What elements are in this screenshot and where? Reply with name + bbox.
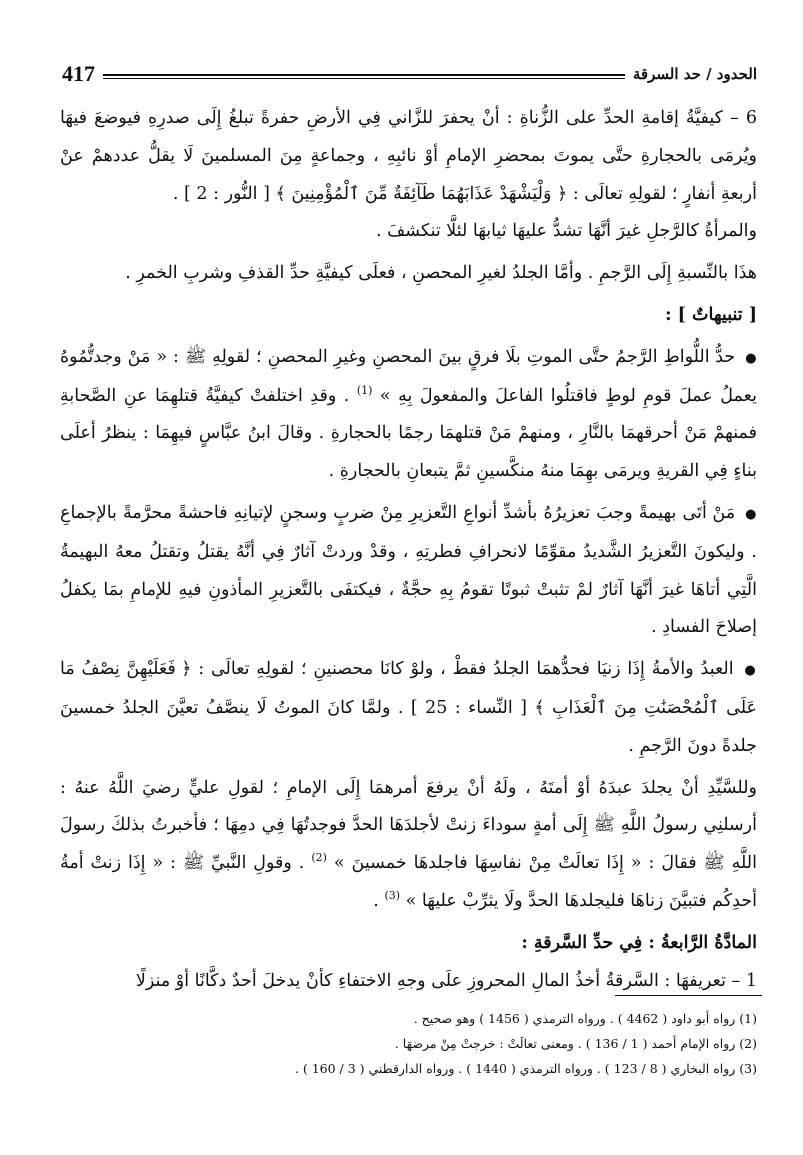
footnote: (2) رواه الإمام أحمد ( 1 / 136 ) . ومعنى تعالَتْ : خرجتْ مِنْ مرضهَا . (394, 1036, 757, 1051)
footnote-marker: (3) (384, 889, 401, 903)
bullet-icon: ● (745, 350, 757, 366)
header-rule (103, 74, 625, 79)
bullet-icon: ● (744, 663, 757, 679)
section-heading: المادَّةُ الرَّابعةُ : فِي حدِّ السَّرقةِ : (521, 932, 757, 953)
bullet-slaves: ● العبدُ والأمةُ إِذَا زنيَا فحدُّهمَا الجلدُ فقطْ ، ولوْ كانَا محصنينِ ؛ لقولِهِ تعالَى : ﴿ فَعَلَيْهِنَّ نِصْفُ مَا عَلَى ٱلْمُحْصَنَٰتِ مِنَ ٱلْعَذَابِ ﴾ [ النِّساء : 25 ] . ولمَّا كانَ الموتُ لَا ينصَّفُ تعيَّنَ الجلدُ خمسينَ جلدةً دونَ الرَّجمِ . (60, 659, 757, 756)
paragraph-master: وللسَّيِّدِ أنْ يجلدَ عبدَهُ أوْ أمتَهُ ، ولَهُ أنْ يرفعَ أمرهمَا إِلَى الإمامِ ؛ لقولِ عليٍّ رضيَ اللَّهُ عنهُ : أرسلنِي رسولُ اللَّهِ ﷺ إِلَى أمةٍ سوداءَ زنتْ لأجلدَهَا الحدَّ فوجدتُهَا فِي دمِهَا ؛ فأخبرتُ بذلكَ رسولَ اللَّهِ ﷺ فقالَ : « إِذَا تعالَتْ مِنْ نفاسِهَا فاجلدهَا خمسينَ » $^{(2)}$ . وقولِ النَّبيِّ ﷺ : « إِذَا زنتْ أمةُ أحدِكُم فتبيَّنَ زناهَا فليجلدهَا الحدَّ ولَا يثرِّبْ عليهَا » $^{(3)}$ . (60, 777, 757, 911)
main-text (60, 100, 757, 1000)
page-header (62, 58, 757, 88)
footnote: (1) رواه أبو داود ( 4462 ) . ورواه الترمذي ( 1456 ) وهو صحيح . (413, 1011, 757, 1026)
verse-reference: [ النِّساء : 25 ] . (397, 697, 527, 718)
notes-heading: [ تنبيهاتٌ ] : (665, 304, 757, 325)
paragraph-theft-definition: 1 – تعريفهَا : السَّرقةُ أخذُ المالِ المحروزِ علَى وجهِ الاختفاءِ كأنْ يدخلَ أحدٌ دكَّانًا أوْ منزلًا (135, 970, 757, 991)
quran-verse: ﴿ فَعَلَيْهِنَّ نِصْفُ مَا عَلَى ٱلْمُحْصَنَٰتِ مِنَ ٱلْعَذَابِ ﴾ (60, 659, 757, 718)
footnote-divider (615, 995, 762, 996)
page-number: 417 (62, 61, 95, 86)
paragraph-execution-method: 6 – كيفيَّةُ إقامةِ الحدِّ على الزُّناةِ : أنْ يحفرَ للزَّاني فِي الأرضِ حفرةً تبلغُ إِلَى صدرِهِ فيوضعَ فيهَا ويُرمَى بالحجارةِ حتَّى يموتَ بمحضرِ الإمامِ أوْ نائبِهِ ، وجماعةٍ مِنَ المسلمينَ لَا يقلُّ عددهمْ عنْ أربعةِ أنفارٍ ؛ لقولِهِ تعالَى : ﴿ وَلْيَشْهَدْ عَذَابَهُمَا طَآئِفَةٌ مِّنَ ٱلْمُؤْمِنِينَ ﴾ [ النُّور : 2 ] . (60, 108, 758, 204)
footnotes (60, 1006, 757, 1081)
footnote: (3) رواه البخاري ( 8 / 123 ) . ورواه الترمذي ( 1440 ) . ورواه الدارقطني ( 3 / 160 ) . (294, 1061, 757, 1076)
verse-reference: [ النُّور : 2 ] . (172, 183, 270, 204)
paragraph-woman: والمرأةُ كالرَّجلِ غيرَ أنَّهَا تشدُّ عليهَا ثيابهَا لئلَّا تنكشفَ . (376, 221, 757, 242)
paragraph-stoning: هذَا بالنِّسبةِ إِلَى الرَّجمِ . وأمَّا الجلدُ لغيرِ المحصنِ ، فعلَى كيفيَّةِ حدِّ القذفِ وشربِ الخمرِ . (125, 263, 757, 284)
bullet-icon: ● (745, 506, 757, 522)
quran-verse: ﴿ وَلْيَشْهَدْ عَذَابَهُمَا طَآئِفَةٌ مِّنَ ٱلْمُؤْمِنِينَ ﴾ (275, 183, 568, 204)
bullet-bestiality: ● مَنْ أتَى بهيمةً وجبَ تعزيرُهُ بأشدِّ أنواعِ التَّعزيرِ مِنْ ضربٍ وسجنٍ لإتيانِهِ فاحشةً محرَّمةً بالإجماعِ . وليكونَ التَّعزيرُ الشَّديدُ مقوِّمًا لانحرافِ فطرتِهِ ، وقدْ وردتْ آثارٌ فِي أنَّهُ يقتلُ وتقتلُ معهُ البهيمةُ الَّتِي أتاهَا غيرَ أنَّهَا آثارٌ لمْ تثبتْ ثبوتًا تقومُ بِهِ حجَّةٌ ، فيكتفَى بالتَّعزيرِ المأذونِ فيهِ للإمامِ بمَا يكفلُ إصلاحَ الفسادِ . (60, 502, 757, 638)
footnote-marker: (1) (356, 383, 373, 397)
running-title: الحدود / حد السرقة (632, 65, 757, 83)
bullet-sodomy: ● حدُّ اللُّواطِ الرَّجمُ حتَّى الموتِ بلَا فرقٍ بينَ المحصنِ وغيرِ المحصنِ ؛ لقولِهِ ﷺ : « مَنْ وجدتُّمُوهُ يعملُ عملَ قومِ لوطٍ فاقتلُوا الفاعلَ والمفعولَ بِهِ » $^{(1)}$ . وقدِ اختلفتْ كيفيَّةُ قتلهِمَا عنِ الصَّحابةِ فمنهمْ مَنْ أحرقهمَا بالنَّارِ ، ومنهمْ مَنْ قتلهمَا رجمًا بالحجارةِ . وقالَ ابنُ عبَّاسٍ فيهِمَا : ينظرُ أعلَى بناءٍ فِي القريةِ ويرمَى بهِمَا منهُ منكَّسينِ ثمَّ يتبعانِ بالحجارةِ . (60, 346, 757, 482)
footnote-marker: (2) (311, 851, 327, 865)
